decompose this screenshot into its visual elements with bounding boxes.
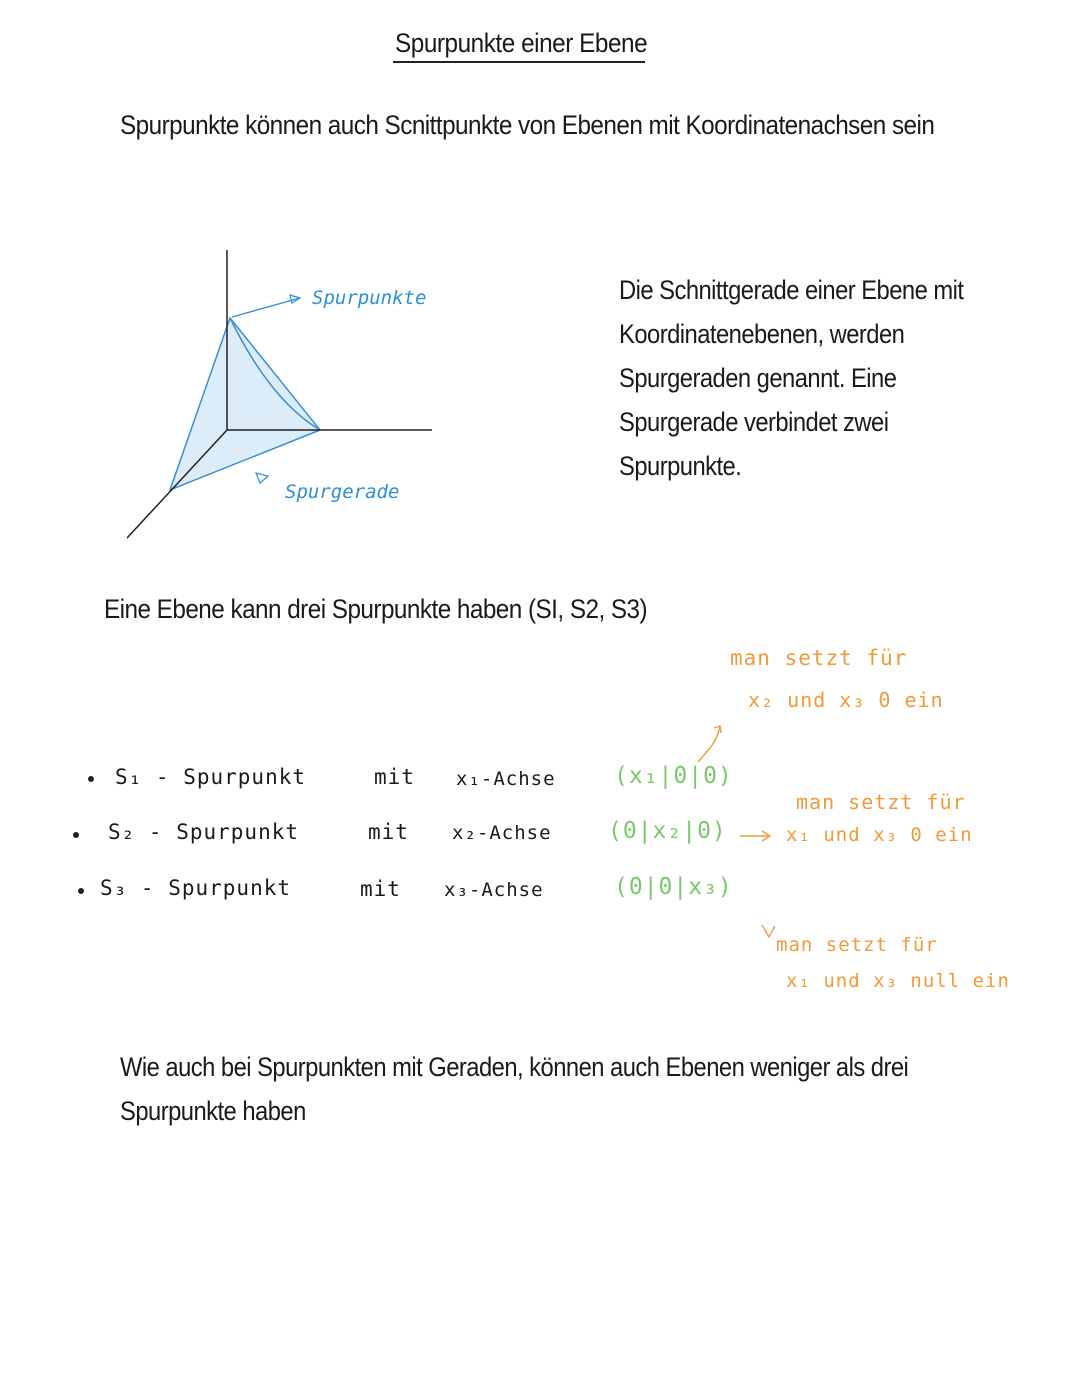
note-bottom-line2: x₁ und x₃ null ein	[786, 970, 1010, 992]
row-axis-s3: x₃-Achse	[444, 879, 544, 901]
note-middle-line1: man setzt für	[796, 790, 966, 814]
row-mit-s1: mit	[374, 765, 415, 789]
note-top-line2: x₂ und x₃ 0 ein	[748, 688, 944, 712]
description-line: Die Schnittgerade einer Ebene mit	[619, 275, 964, 305]
three-points-text: Eine Ebene kann drei Spurpunkte haben (SI, S2, S3)	[104, 594, 648, 624]
x1-axis	[127, 430, 227, 538]
arrow-spurpunkte	[232, 298, 300, 317]
page-title: Spurpunkte einer Ebene	[395, 28, 648, 58]
note-bottom-line1: man setzt für	[776, 934, 938, 956]
bullet	[78, 888, 84, 894]
description-line: Koordinatenebenen, werden	[619, 319, 905, 349]
row-label-s3: S₃ - Spurpunkt	[100, 876, 292, 900]
intro-text: Spurpunkte können auch Scnittpunkte von Ebenen mit Koordinatenachsen sein	[120, 110, 935, 140]
bullet	[73, 832, 79, 838]
row-mit-s2: mit	[368, 820, 409, 844]
closing-line: Spurpunkte haben	[120, 1096, 306, 1126]
note-middle-arrow	[738, 828, 778, 844]
row-label-s1: S₁ - Spurpunkt	[115, 765, 307, 789]
closing-text	[120, 1045, 908, 1133]
spurpunkte-diagram	[120, 240, 460, 550]
row-coords-s2: (0|x₂|0)	[608, 818, 727, 844]
closing-line: Wie auch bei Spurpunkten mit Geraden, können auch Ebenen weniger als drei	[120, 1052, 909, 1082]
description-line: Spurpunkte.	[619, 451, 742, 481]
description-line: Spurgerade verbindet zwei	[619, 407, 889, 437]
description-block	[619, 268, 971, 488]
bullet	[88, 776, 94, 782]
row-axis-s2: x₂-Achse	[452, 822, 552, 844]
description-line: Spurgeraden genannt. Eine	[619, 363, 897, 393]
row-axis-s1: x₁-Achse	[456, 768, 556, 790]
label-spurpunkte: Spurpunkte	[312, 287, 427, 309]
row-coords-s3: (0|0|x₃)	[614, 874, 733, 900]
row-label-s2: S₂ - Spurpunkt	[108, 820, 300, 844]
row-coords-s1: (x₁|0|0)	[614, 763, 733, 789]
title-underline	[393, 61, 645, 63]
arrowhead-spurgerade	[256, 473, 268, 483]
plane-triangle	[170, 318, 320, 490]
note-top-line1: man setzt für	[730, 646, 908, 670]
row-mit-s3: mit	[360, 877, 401, 901]
label-spurgerade: Spurgerade	[285, 481, 400, 503]
note-middle-line2: x₁ und x₃ 0 ein	[786, 824, 973, 846]
